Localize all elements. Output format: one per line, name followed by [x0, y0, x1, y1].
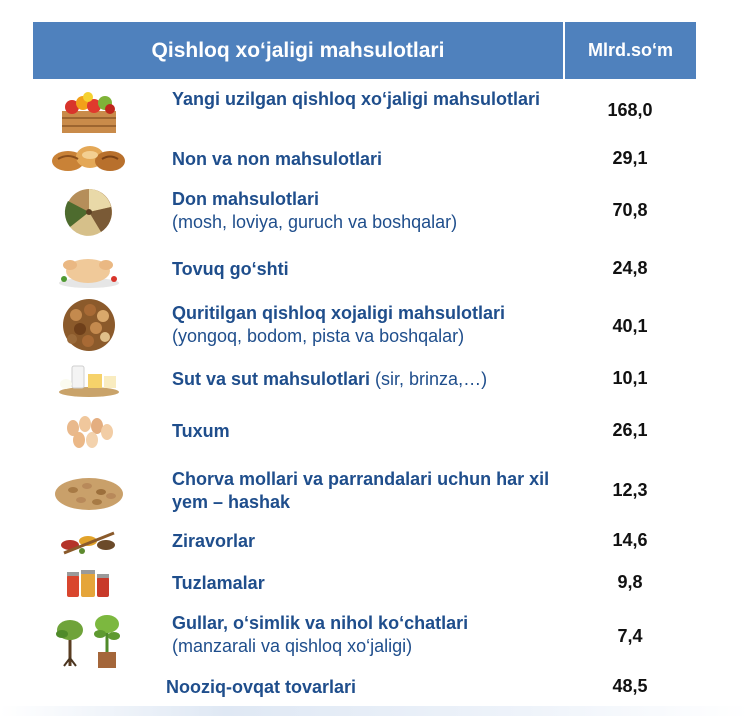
- table-row: [0, 464, 749, 516]
- eggs-icon: [50, 410, 128, 454]
- row-label: Quritilgan qishloq xojaligi mahsulotlari: [172, 303, 506, 323]
- table-row: [0, 250, 749, 290]
- row-value: 10,1: [612, 368, 648, 388]
- row-label: Gullar, o‘simlik va nihol ko‘chatlari: [172, 613, 469, 633]
- row-value: 9,8: [617, 572, 643, 592]
- table-row: [0, 676, 749, 704]
- row-value: 26,1: [612, 420, 648, 440]
- header-unit-line2: so‘m: [630, 40, 673, 60]
- table-row: [0, 524, 749, 558]
- row-label: Yangi uzilgan qishloq xo‘jaligi mahsulotlari: [172, 89, 541, 109]
- row-note: (yongoq, bodom, pista va boshqalar): [172, 326, 465, 346]
- table-row: [0, 296, 749, 354]
- row-value: 40,1: [612, 316, 648, 336]
- dairy-icon: [50, 362, 128, 398]
- row-label: Nooziq-ovqat tovarlari: [166, 677, 357, 697]
- row-value: 12,3: [612, 480, 648, 500]
- vegetable-crate-icon: [50, 88, 128, 136]
- row-value: 168,0: [607, 100, 653, 120]
- row-label: Tuzlamalar: [172, 573, 265, 593]
- row-note: (mosh, loviya, guruch va boshqalar): [172, 212, 458, 232]
- table-row: [0, 410, 749, 454]
- row-value: 29,1: [612, 148, 648, 168]
- spices-icon: [50, 524, 128, 558]
- table-row: [0, 186, 749, 238]
- table-row: [0, 566, 749, 600]
- table-row: [0, 362, 749, 398]
- footer-decoration: [0, 706, 749, 716]
- row-label: Chorva mollari va parrandalari uchun har xil yem – hashak: [172, 469, 550, 512]
- table-row: [0, 86, 749, 136]
- seedlings-icon: [50, 608, 128, 670]
- row-value: 70,8: [612, 200, 648, 220]
- row-value: 7,4: [617, 626, 643, 646]
- row-value: 14,6: [612, 530, 648, 550]
- table-row: [0, 608, 749, 670]
- header-unit: [565, 22, 696, 79]
- row-note: (sir, brinza,…): [370, 369, 488, 389]
- grains-icon: [50, 186, 128, 238]
- chicken-icon: [50, 250, 128, 290]
- row-label: Tuxum: [172, 421, 230, 441]
- dried-fruits-nuts-icon: [50, 296, 128, 354]
- row-label: Tovuq go‘shti: [172, 259, 289, 279]
- header-unit-line1: Mlrd.: [587, 40, 631, 60]
- row-label: Non va non mahsulotlari: [172, 149, 383, 169]
- table-header: [33, 22, 696, 79]
- row-label: Ziravorlar: [172, 531, 256, 551]
- pickles-icon: [50, 566, 128, 600]
- animal-feed-icon: [50, 466, 128, 514]
- header-title: Qishloq xo‘jaligi mahsulotlari: [33, 22, 565, 79]
- row-label: Don mahsulotlari: [172, 189, 320, 209]
- row-label: Sut va sut mahsulotlari: [172, 369, 371, 389]
- row-value: 48,5: [612, 676, 648, 696]
- table-row: [0, 140, 749, 176]
- row-note: (manzarali va qishloq xo‘jaligi): [172, 636, 413, 656]
- bread-icon: [50, 140, 128, 176]
- row-value: 24,8: [612, 258, 648, 278]
